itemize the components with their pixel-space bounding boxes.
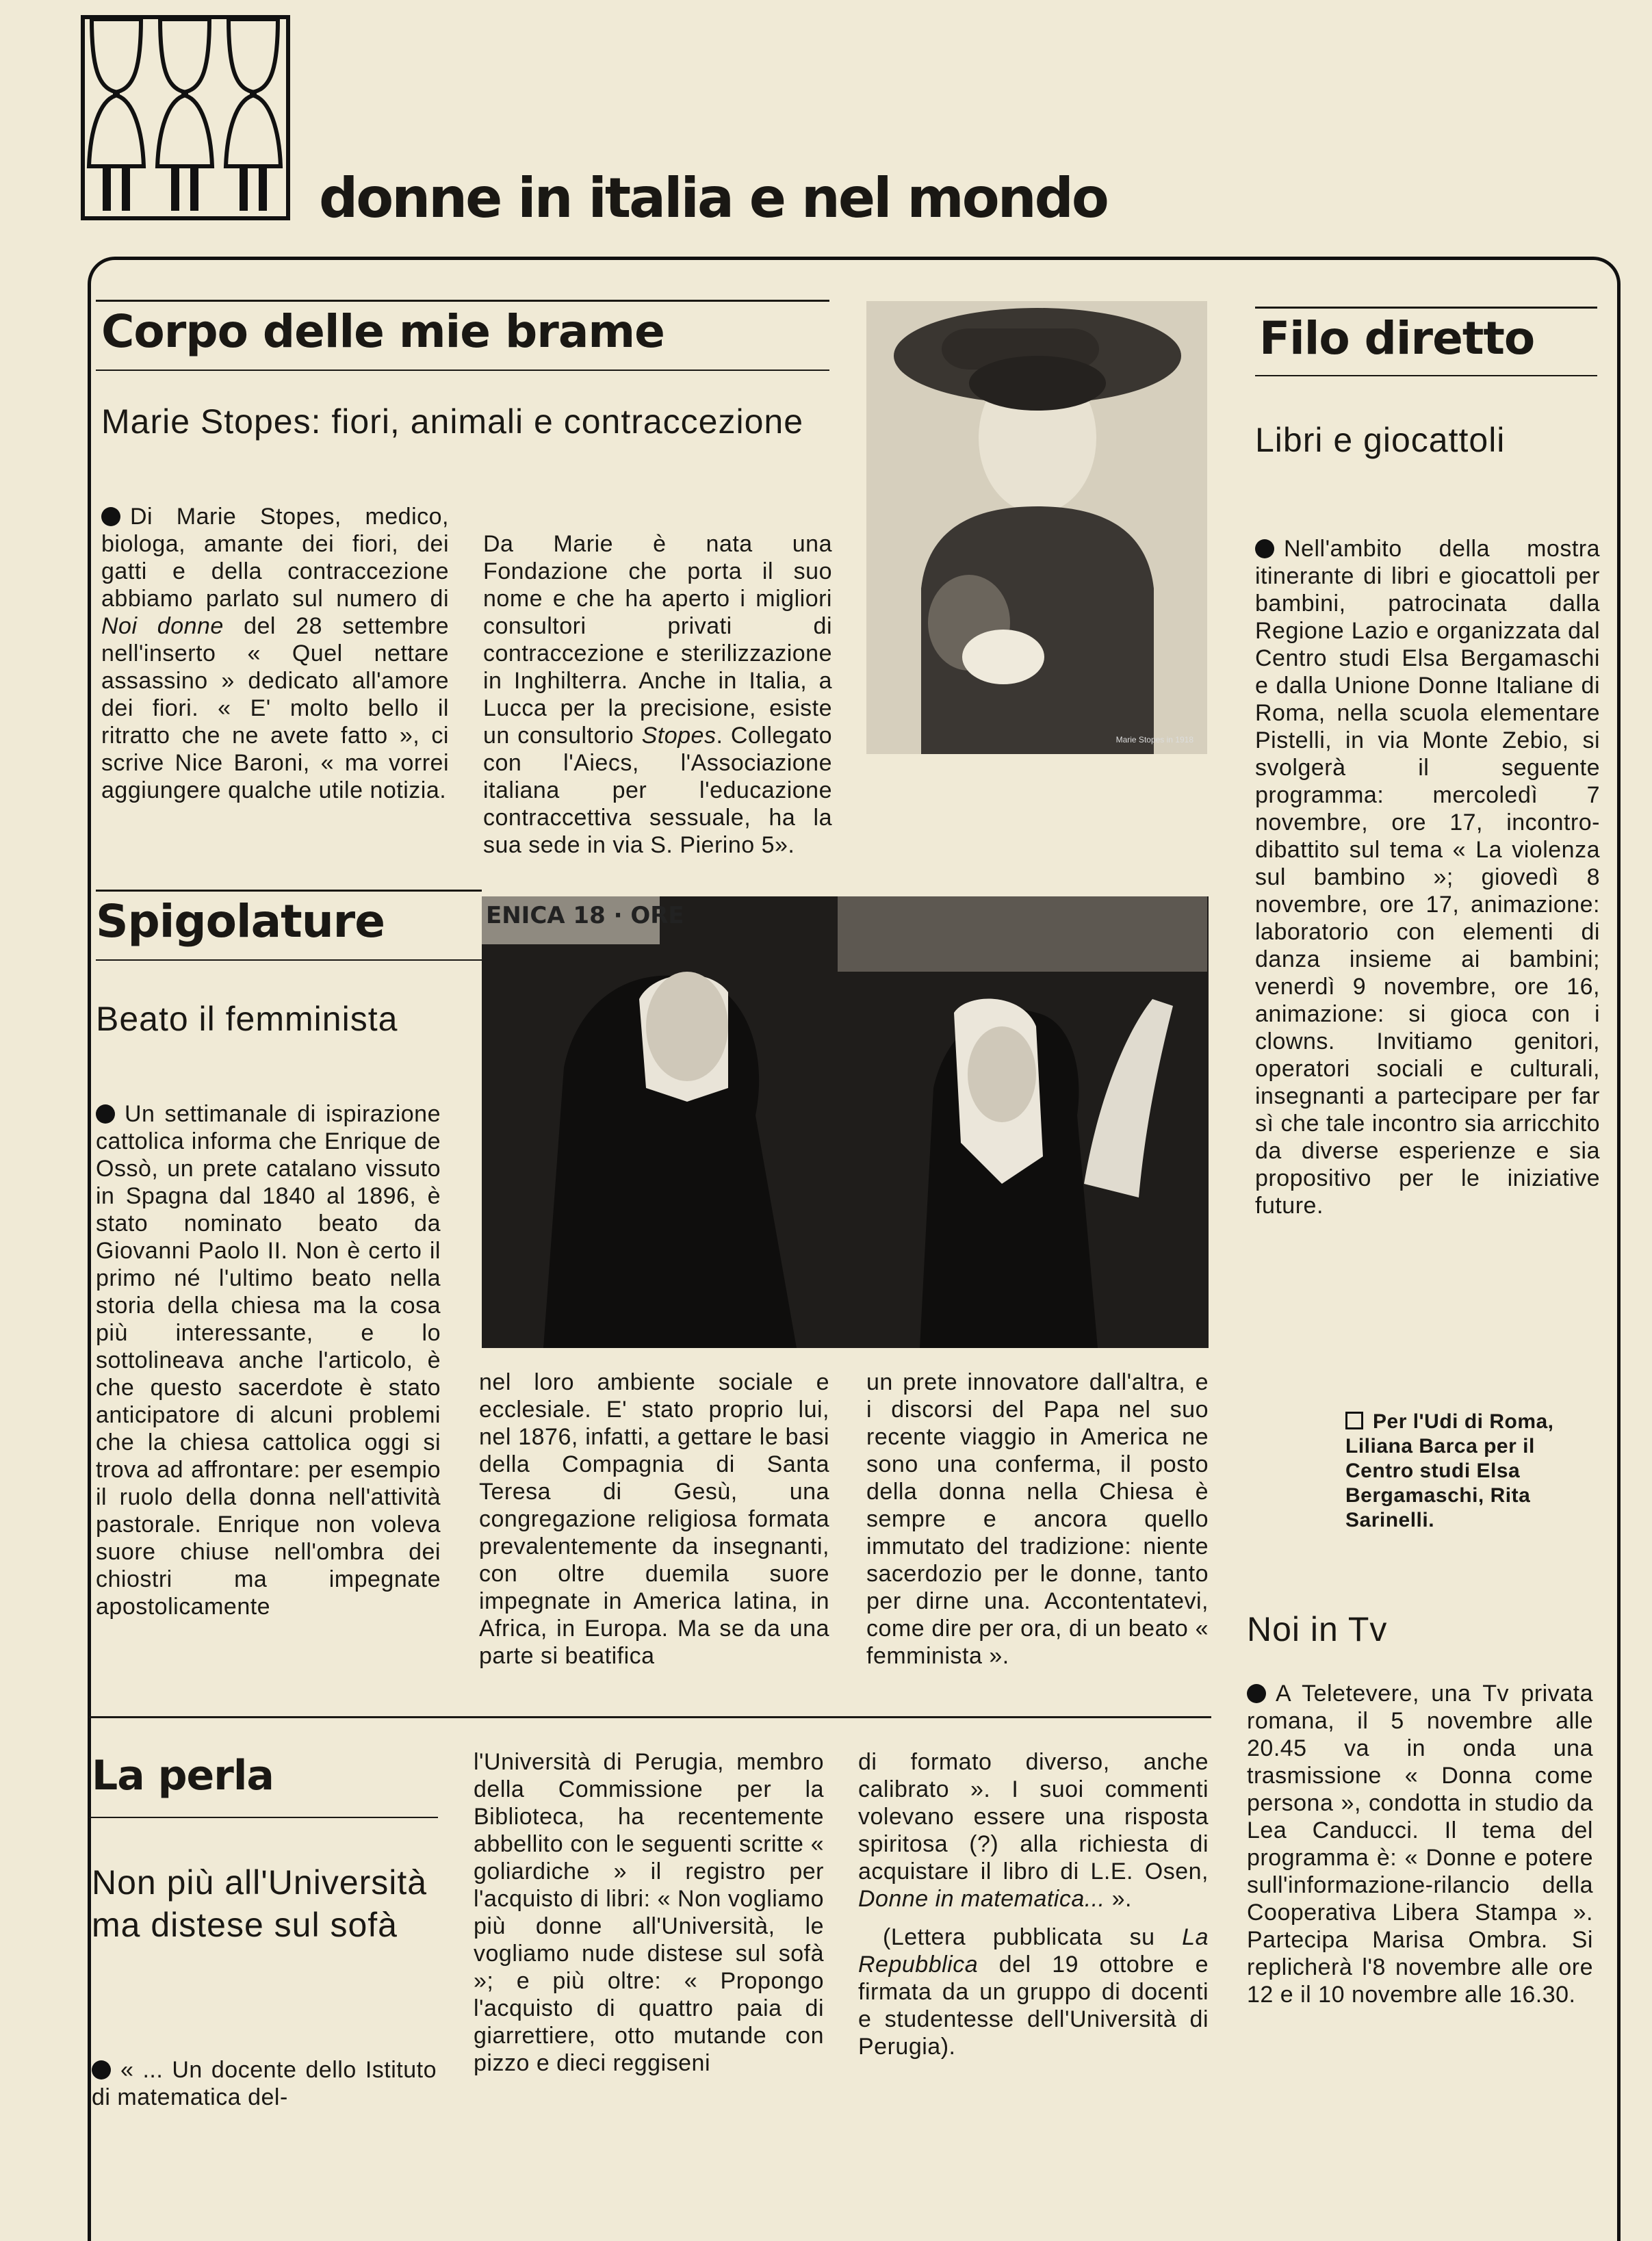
article-subtitle-beato: Beato il femminista bbox=[96, 1000, 398, 1038]
bullet-icon bbox=[101, 507, 120, 526]
rule bbox=[89, 1716, 1211, 1718]
bullet-icon bbox=[1247, 1684, 1266, 1703]
photo-marie-stopes bbox=[866, 301, 1207, 754]
rule bbox=[96, 890, 482, 892]
article-column-tv: A Teletevere, una Tv privata romana, il 5 novembre alle 20.45 va in onda una trasmissione « Donna come persona », condotta in studio da Lea Canducci. Il tema del programma è: « Donne e potere sull'informazione-rilancio della Cooperativa Libera Stampa ». Partecipa Marisa Ombra. Si replicherà l'8 novembre alle ore 12 e il 10 novembre alle 16.30. bbox=[1247, 1681, 1593, 2008]
article-column-perla-2: l'Università di Perugia, membro della Commissione per la Biblioteca, ha recentemente abbellito con le seguenti scritte « goliardiche » il registro per l'acquisto di libri: « Non vogliamo più donne all'Università, le vogliamo nude distese sul sofà »; e più oltre: « Propongo l'acquisto di quattro paia di giarrettiere, otto mutande con pizzo e dieci reggiseni bbox=[474, 1749, 824, 2076]
rule bbox=[89, 1817, 438, 1818]
article-column-beato-3: un prete innovatore dall'altra, e i discorsi del Papa nel suo recente viaggio in America ne sono una conferma, il posto della donna nella Chiesa è sempre e ancora quello immutato del tradizione: niente sacerdozio per le donne, tanto per dirne una. Accontentatevi, come dire per ora, di un beato « femminista ». bbox=[866, 1369, 1209, 1669]
rule bbox=[96, 959, 482, 961]
masthead-title: donne in italia e nel mondo bbox=[319, 166, 1107, 230]
photo-caption: Marie Stopes in 1918 bbox=[1115, 735, 1193, 744]
article-subtitle-stopes: Marie Stopes: fiori, animali e contraccezione bbox=[101, 402, 804, 441]
article-column-beato-1: Un settimanale di ispirazione cattolica informa che Enrique de Ossò, un prete catalano vissuto in Spagna dal 1840 al 1896, è stato nominato beato da Giovanni Paolo II. Non è certo il primo né l'ultimo beato nella storia della chiesa ma la cosa più interessante, e lo sottolineava anche l'articolo, è che questo sacerdote è stato anticipatore di alcuni problemi che la chiesa cattolica oggi si trova ad affrontare: per esempio il ruolo della donna nell'attività pastorale. Enrique non voleva suore chiuse nell'ombra dei chiostri ma impegnate apostolicamente bbox=[96, 1101, 441, 1620]
rule bbox=[1255, 307, 1597, 309]
bullet-icon bbox=[96, 1104, 115, 1124]
bullet-icon bbox=[92, 2060, 111, 2080]
section-header-perla: La perla bbox=[92, 1752, 274, 1800]
portrait-icon bbox=[866, 301, 1207, 754]
section-header-filo: Filo diretto bbox=[1259, 312, 1535, 365]
article-column-perla-3: di formato diverso, anche calibrato ». I suoi commenti volevano essere una risposta spiritosa (?) alla richiesta di acquistare il libro di L.E. Osen, Donne in matematica... ». (Lettera pubblicata su La Repubblica del 19 ottobre e firmata da un gruppo di docenti e studentesse dell'Università di Perugia). bbox=[858, 1749, 1209, 2060]
article-column-libri: Nell'ambito della mostra itinerante di libri e giocattoli per bambini, patrocinata dalla Regione Lazio e organizzata dal Centro studi Elsa Bergamaschi e dalla Unione Donne Italiane di Roma, nella scuola elementare Pistelli, in via Monte Zebio, si svolgerà il seguente programma: mercoledì 7 novembre, ore 17, incontro-dibattito sul tema « La violenza sul bambino »; giovedì 8 novembre, ore 17, animazione: laboratorio con elementi di danza insieme ai bambini; venerdì 9 novembre, ore 16, animazione: si gioca con i clowns. Invitiamo genitori, operatori sociali e culturali, insegnanti a partecipare per far sì che tale incontro sia arricchito da diverse esperienze e sia propositivo per le iniziative future. bbox=[1255, 536, 1600, 1219]
article-column-stopes-1: Di Marie Stopes, medico, biologa, amante dei fiori, dei gatti e della contraccezione abbiamo parlato sul numero di Noi donne del 28 settembre nell'inserto « Quel nettare assassino » dedicato all'amore dei fiori. « E' molto bello il ritratto che ne avete fatto », ci scrive Nice Baroni, « ma vorrei aggiungere qualche utile notizia. bbox=[101, 504, 450, 803]
article-subtitle-libri: Libri e giocattoli bbox=[1255, 421, 1506, 459]
article-subtitle-tv: Noi in Tv bbox=[1247, 1610, 1388, 1648]
nuns-photo-icon bbox=[482, 896, 1209, 1348]
bullet-icon bbox=[1255, 539, 1274, 558]
article-subtitle-sofa: Non più all'Università ma distese sul sofà bbox=[92, 1863, 428, 1944]
rule bbox=[96, 300, 829, 302]
logo bbox=[81, 15, 290, 220]
section-header-corpo: Corpo delle mie brame bbox=[101, 305, 664, 358]
article-signature: Per l'Udi di Roma, Liliana Barca per il Centro studi Elsa Bergamaschi, Rita Sarinelli. bbox=[1345, 1410, 1554, 1531]
article-column-stopes-2: Da Marie è nata una Fondazione che porta il suo nome e che ha aperto i migliori consultori privati di contraccezione e sterilizzazione in Inghilterra. Anche in Italia, a Lucca per la precisione, esiste un consultorio Stopes. Collegato con l'Aiecs, l'Associazione italiana per l'educazione contraccettiva sessuale, ha la sua sede in via S. Pierino 5». bbox=[483, 531, 832, 858]
article-column-perla-1: « ... Un docente dello Istituto di matematica del- bbox=[92, 2057, 437, 2110]
article-column-beato-2: nel loro ambiente sociale e ecclesiale. E' stato proprio lui, nel 1876, infatti, a gettare le basi della Compagnia di Santa Teresa di Gesù, una congregazione religiosa formata prevalentemente da insegnanti, con oltre duemila suore impegnate in America latina, in Africa, in Europa. Ma se da una parte si beatifica bbox=[479, 1369, 829, 1669]
photo-nuns bbox=[482, 896, 1209, 1348]
section-header-spigolature: Spigolature bbox=[96, 895, 385, 948]
square-bullet-icon bbox=[1345, 1412, 1363, 1429]
photo-sign: ENICA 18 · ORE bbox=[486, 902, 684, 929]
rule bbox=[1255, 375, 1597, 376]
women-logo-icon bbox=[85, 19, 286, 216]
rule bbox=[96, 370, 829, 371]
